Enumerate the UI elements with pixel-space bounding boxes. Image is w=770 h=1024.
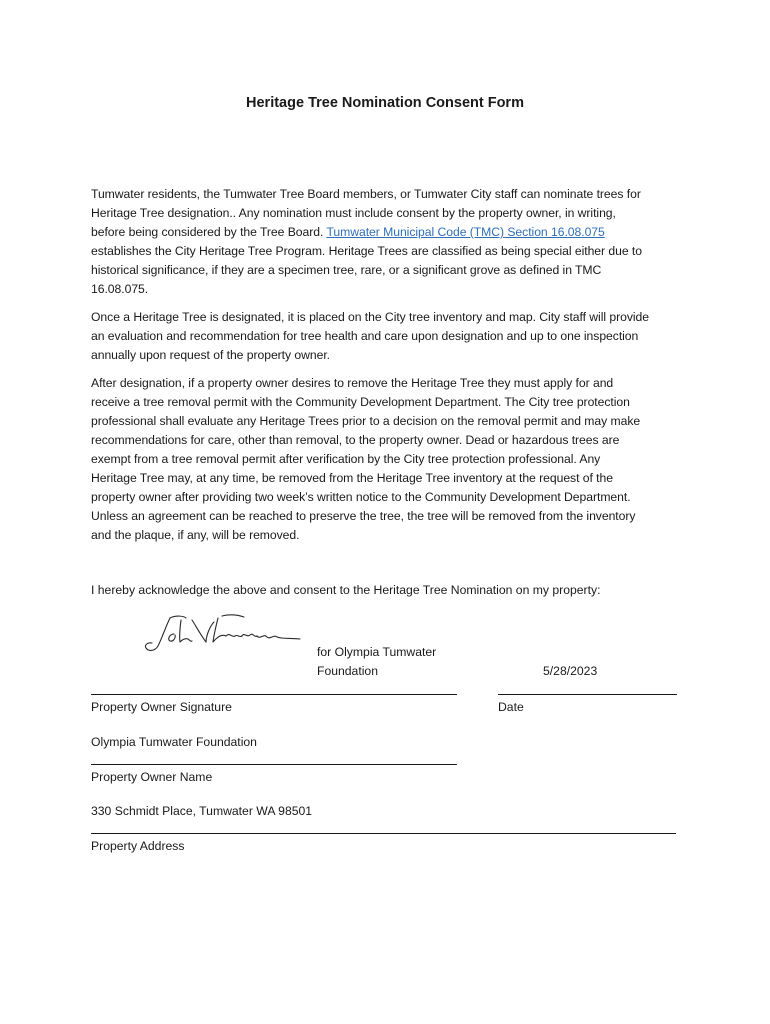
designation-line-3: annually upon request of the property owner. [91, 348, 331, 362]
removal-line-5: exempt from a tree removal permit after verification by the City tree protection professional. Any [91, 452, 601, 466]
date-line [498, 694, 677, 695]
signature-note-line-2: Foundation [317, 664, 378, 678]
address-value: 330 Schmidt Place, Tumwater WA 98501 [91, 804, 313, 818]
removal-line-6: Heritage Tree may, at any time, be removed from the Heritage Tree inventory at the request of the [91, 471, 613, 485]
intro-line-1: Tumwater residents, the Tumwater Tree Board members, or Tumwater City staff can nominate trees for [91, 187, 641, 201]
removal-line-1: After designation, if a property owner desires to remove the Heritage Tree they must apply for and [91, 376, 614, 390]
designation-paragraph [91, 308, 691, 365]
intro-line-2: Heritage Tree designation.. Any nomination must include consent by the property owner, in writing, [91, 206, 616, 220]
owner-name-label: Property Owner Name [91, 770, 213, 784]
removal-line-7: property owner after providing two week’s written notice to the Community Development Department. [91, 490, 631, 504]
page-title: Heritage Tree Nomination Consent Form [246, 95, 524, 111]
intro-line-4: establishes the City Heritage Tree Program. Heritage Trees are classified as being special either due to [91, 244, 642, 258]
intro-line-5: historical significance, if they are a specimen tree, rare, or a significant grove as defined in TMC [91, 263, 602, 277]
intro-line-3-text: before being considered by the Tree Board. [91, 225, 327, 239]
acknowledgement-text: I hereby acknowledge the above and consent to the Heritage Tree Nomination on my property: [91, 583, 601, 597]
signature-note-line-1: for Olympia Tumwater [317, 645, 437, 659]
date-value: 5/28/2023 [543, 664, 598, 678]
designation-line-2: an evaluation and recommendation for tree health and care upon designation and up to one inspection [91, 329, 639, 343]
removal-line-9: and the plaque, if any, will be removed. [91, 528, 300, 542]
date-label: Date [498, 700, 524, 714]
designation-line-1: Once a Heritage Tree is designated, it is placed on the City tree inventory and map. City staff will provide [91, 310, 649, 324]
intro-line-3 [91, 223, 691, 242]
signature-line [91, 694, 457, 695]
tmc-section-link[interactable]: Tumwater Municipal Code (TMC) Section 16.08.075 [326, 225, 605, 239]
intro-paragraph [91, 185, 691, 299]
removal-line-8: Unless an agreement can be reached to preserve the tree, the tree will be removed from the inventory [91, 509, 636, 523]
removal-line-2: receive a tree removal permit with the Community Development Department. The City tree protection [91, 395, 630, 409]
owner-name-line [91, 764, 457, 765]
removal-line-4: recommendations for care, other than removal, to the property owner. Dead or hazardous trees are [91, 433, 620, 447]
intro-line-6: 16.08.075. [91, 282, 149, 296]
owner-name-value: Olympia Tumwater Foundation [91, 735, 257, 749]
removal-paragraph [91, 374, 691, 545]
signature-image [140, 612, 305, 658]
address-line [91, 833, 676, 834]
address-label: Property Address [91, 839, 185, 853]
signature-label: Property Owner Signature [91, 700, 232, 714]
removal-line-3: professional shall evaluate any Heritage Trees prior to a decision on the removal permit and may make [91, 414, 641, 428]
